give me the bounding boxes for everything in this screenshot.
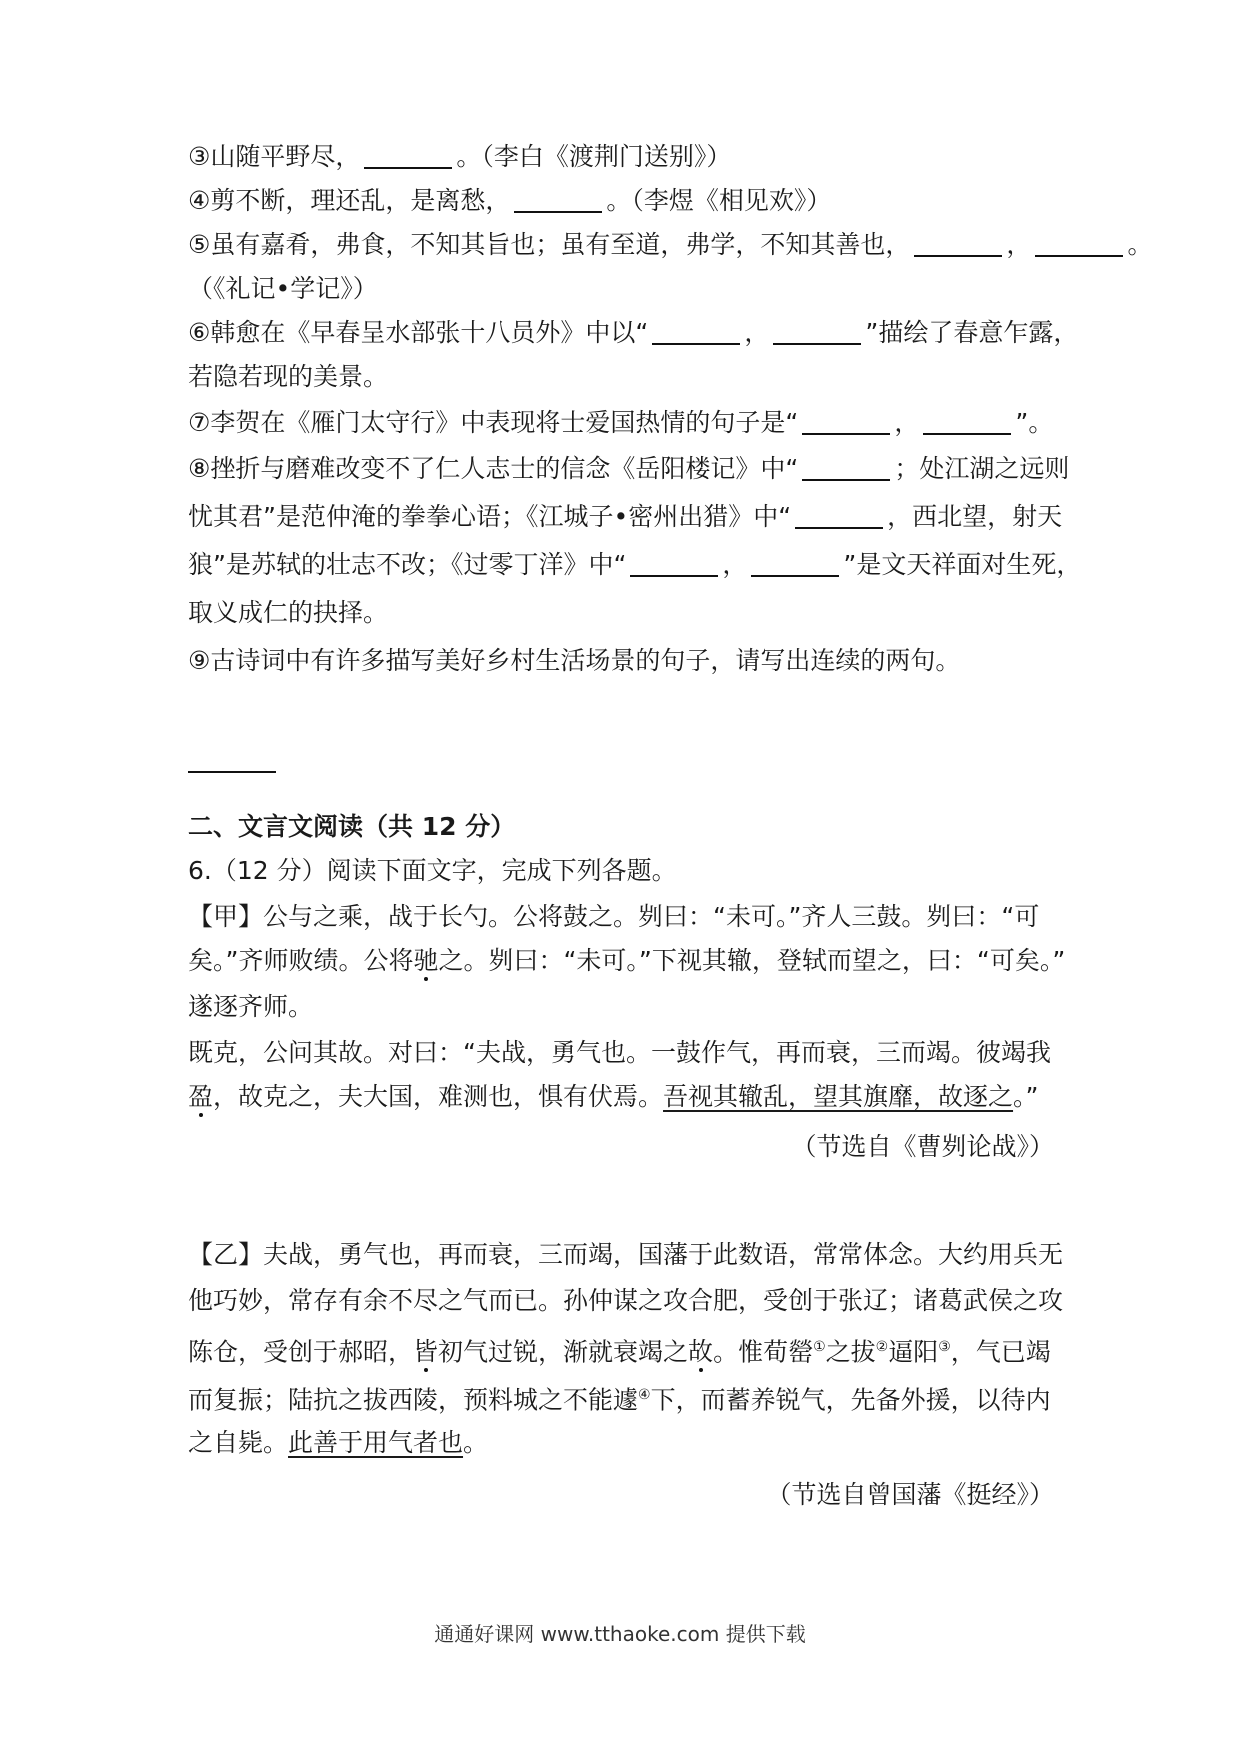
answer-blank[interactable] bbox=[802, 409, 890, 435]
poem-q8-cont1: 忧其君”是范仲淹的拳拳心语；《江城子•密州出猎》中“ ，西北望，射天 bbox=[188, 502, 1063, 531]
dotted-char: 皆 bbox=[413, 1337, 439, 1367]
poem-q3: ③山随平野尽， 。（李白《渡荆门送别》） bbox=[188, 142, 732, 171]
answer-blank[interactable] bbox=[1035, 231, 1123, 257]
yi-line-5: 之自毙。此善于用气者也。 bbox=[188, 1428, 489, 1457]
yi-line-4: 而复振；陆抗之拔西陵，预料城之不能遽④下，而蓄养锐气，先备外援，以待内 bbox=[188, 1385, 1051, 1415]
answer-blank[interactable] bbox=[773, 319, 861, 345]
dotted-char: 驰 bbox=[413, 946, 439, 975]
answer-blank[interactable] bbox=[364, 143, 452, 169]
poem-q5-source: （《礼记•学记》） bbox=[188, 274, 378, 303]
poem-q4: ④剪不断，理还乱，是离愁， 。（李煜《相见欢》） bbox=[188, 186, 832, 215]
jia-line-1: 【甲】公与之乘，战于长勺。公将鼓之。刿曰：“未可。”齐人三鼓。刿曰：“可 bbox=[188, 902, 1040, 931]
yi-line-3: 陈仓，受创于郝昭，皆初气过锐，渐就衰竭之故。惟荀罃①之拔②逼阳③，气已竭 bbox=[188, 1337, 1051, 1367]
footer-text: 通通好课网 www.tthaoke.com 提供下载 bbox=[434, 1622, 806, 1646]
yi-source: （节选自曾国藩《挺经》） bbox=[766, 1480, 1054, 1509]
dotted-char: 盈 bbox=[188, 1082, 214, 1111]
footnote-marker: ③ bbox=[938, 1339, 951, 1355]
answer-blank[interactable] bbox=[795, 503, 883, 529]
jia-line-4: 既克，公问其故。对曰：“夫战，勇气也。一鼓作气，再而衰，三而竭。彼竭我 bbox=[188, 1038, 1051, 1067]
answer-blank[interactable] bbox=[514, 187, 602, 213]
answer-blank[interactable] bbox=[802, 455, 890, 481]
poem-q7: ⑦李贺在《雁门太守行》中表现将士爱国热情的句子是“ ， ”。 bbox=[188, 408, 1054, 437]
footnote-marker: ① bbox=[813, 1339, 826, 1355]
dotted-char: 故 bbox=[688, 1337, 714, 1367]
jia-line-2: 矣。”齐师败绩。公将驰之。刿曰：“未可。”下视其辙，登轼而望之，曰：“可矣。” bbox=[188, 946, 1066, 975]
jia-line-3: 遂逐齐师。 bbox=[188, 992, 314, 1021]
poem-q8: ⑧挫折与磨难改变不了仁人志士的信念《岳阳楼记》中“ ；处江湖之远则 bbox=[188, 454, 1070, 483]
footnote-marker: ② bbox=[875, 1339, 889, 1355]
answer-blank[interactable] bbox=[751, 551, 839, 577]
jia-line-5: 盈，故克之，夫大国，难测也，惧有伏焉。吾视其辙乱，望其旗靡，故逐之。” bbox=[188, 1082, 1039, 1111]
section-heading: 二、文言文阅读（共 12 分） bbox=[188, 812, 516, 841]
answer-blank[interactable] bbox=[630, 551, 718, 577]
yi-line-2: 他巧妙，常存有余不尽之气而已。孙仲谋之攻合肥，受创于张辽；诸葛武侯之攻 bbox=[188, 1286, 1064, 1315]
poem-q8-cont2: 狼”是苏轼的壮志不改；《过零丁洋》中“ ， ”是文天祥面对生死， bbox=[188, 550, 1082, 579]
poem-q6-cont: 若隐若现的美景。 bbox=[188, 362, 389, 391]
answer-blank[interactable] bbox=[914, 231, 1002, 257]
poem-q9: ⑨古诗词中有许多描写美好乡村生活场景的句子，请写出连续的两句。 bbox=[188, 646, 961, 675]
jia-source: （节选自《曹刿论战》） bbox=[791, 1132, 1054, 1161]
answer-blank[interactable] bbox=[652, 319, 740, 345]
underlined-sentence: 此善于用气者也 bbox=[288, 1428, 464, 1457]
answer-line[interactable] bbox=[188, 771, 276, 773]
poem-q5: ⑤虽有嘉肴，弗食，不知其旨也；虽有至道，弗学，不知其善也， ， 。 bbox=[188, 230, 1153, 259]
yi-line-1: 【乙】夫战，勇气也，再而衰，三而竭，国藩于此数语，常常体念。大约用兵无 bbox=[188, 1240, 1064, 1269]
poem-q8-cont3: 取义成仁的抉择。 bbox=[188, 598, 389, 627]
footnote-marker: ④ bbox=[638, 1387, 651, 1403]
answer-blank[interactable] bbox=[923, 409, 1011, 435]
underlined-sentence: 吾视其辙乱，望其旗靡，故逐之 bbox=[663, 1082, 1014, 1111]
question-6: 6.（12 分）阅读下面文字，完成下列各题。 bbox=[188, 856, 677, 885]
poem-q6: ⑥韩愈在《早春呈水部张十八员外》中以“ ， ”描绘了春意乍露， bbox=[188, 318, 1079, 347]
